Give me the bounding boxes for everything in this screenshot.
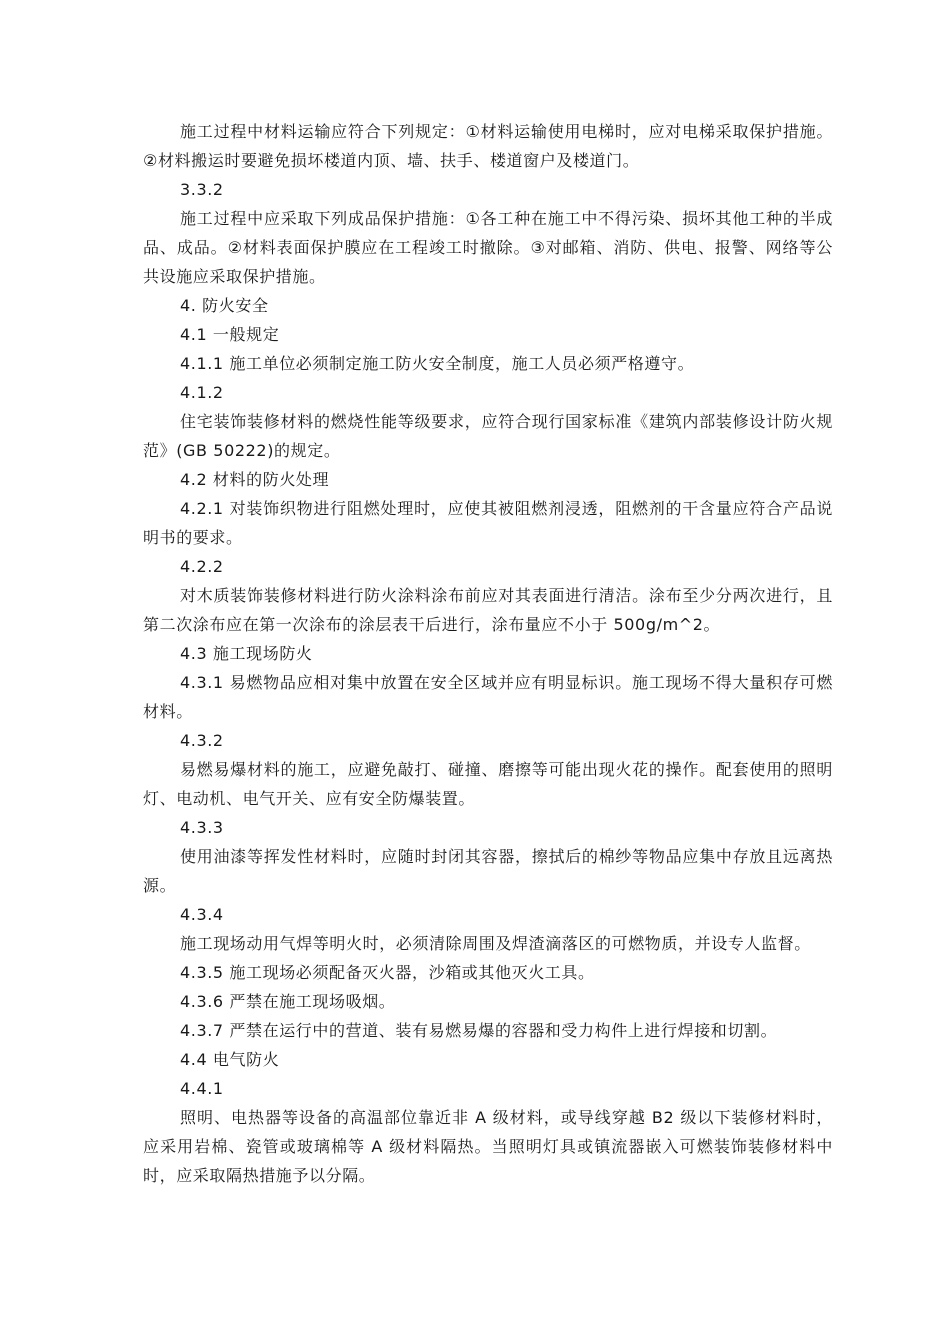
- document-body: [143, 117, 833, 1190]
- section-number-3-3-2: 3.3.2: [180, 180, 224, 199]
- paragraph-wood-coating: 对木质装饰装修材料进行防火涂料涂布前应对其表面进行清洁。涂布至少分两次进行，且第二次涂布应在第一次涂布的涂层表干后进行，涂布量应不小于 500g/m^2。: [143, 586, 833, 634]
- paragraph-4-2-1: 4.2.1 对装饰织物进行阻燃处理时，应使其被阻燃剂浸透，阻燃剂的干含量应符合产品说明书的要求。: [143, 499, 833, 547]
- paragraph-4-1-1: 4.1.1 施工单位必须制定施工防火安全制度，施工人员必须严格遵守。: [180, 354, 695, 373]
- paragraph-4-3-6: 4.3.6 严禁在施工现场吸烟。: [180, 992, 396, 1011]
- section-number-4-3-3: 4.3.3: [180, 818, 224, 837]
- section-number-4-3-2: 4.3.2: [180, 731, 224, 750]
- paragraph-material-transport: 施工过程中材料运输应符合下列规定：①材料运输使用电梯时，应对电梯采取保护措施。②材料搬运时要避免损坏楼道内顶、墙、扶手、楼道窗户及楼道门。: [143, 122, 833, 170]
- section-number-4-4-1: 4.4.1: [180, 1079, 224, 1098]
- paragraph-combustion-rating: 住宅装饰装修材料的燃烧性能等级要求，应符合现行国家标准《建筑内部装修设计防火规范》(GB 50222)的规定。: [143, 412, 833, 460]
- heading-material-fireproofing: 4.2 材料的防火处理: [180, 470, 330, 489]
- section-number-4-1-2: 4.1.2: [180, 383, 224, 402]
- heading-site-fire-prevention: 4.3 施工现场防火: [180, 644, 313, 663]
- paragraph-product-protection: 施工过程中应采取下列成品保护措施：①各工种在施工中不得污染、损坏其他工种的半成品、成品。②材料表面保护膜应在工程竣工时撤除。③对邮箱、消防、供电、报警、网络等公共设施应采取保护措施。: [143, 209, 833, 286]
- paragraph-4-3-5: 4.3.5 施工现场必须配备灭火器，沙箱或其他灭火工具。: [180, 963, 595, 982]
- heading-electrical-fire-prevention: 4.4 电气防火: [180, 1050, 280, 1069]
- heading-fire-safety: 4. 防火安全: [180, 296, 269, 315]
- paragraph-open-flame: 施工现场动用气焊等明火时，必须清除周围及焊渣滴落区的可燃物质，并设专人监督。: [180, 934, 811, 953]
- paragraph-flammable-materials: 易燃易爆材料的施工，应避免敲打、碰撞、磨擦等可能出现火花的操作。配套使用的照明灯、电动机、电气开关、应有安全防爆装置。: [143, 760, 833, 808]
- paragraph-4-3-1: 4.3.1 易燃物品应相对集中放置在安全区域并应有明显标识。施工现场不得大量积存可燃材料。: [143, 673, 833, 721]
- section-number-4-3-4: 4.3.4: [180, 905, 224, 924]
- paragraph-heat-insulation: 照明、电热器等设备的高温部位靠近非 A 级材料，或导线穿越 B2 级以下装修材料时，应采用岩棉、瓷管或玻璃棉等 A 级材料隔热。当照明灯具或镇流器嵌入可燃装饰装修材料中时，应采取隔热措施予以分隔。: [143, 1108, 833, 1185]
- paragraph-4-3-7: 4.3.7 严禁在运行中的营道、装有易燃易爆的容器和受力构件上进行焊接和切割。: [180, 1021, 778, 1040]
- paragraph-volatile-materials: 使用油漆等挥发性材料时，应随时封闭其容器，擦拭后的棉纱等物品应集中存放且远离热源。: [143, 847, 833, 895]
- section-number-4-2-2: 4.2.2: [180, 557, 224, 576]
- heading-general-rules: 4.1 一般规定: [180, 325, 280, 344]
